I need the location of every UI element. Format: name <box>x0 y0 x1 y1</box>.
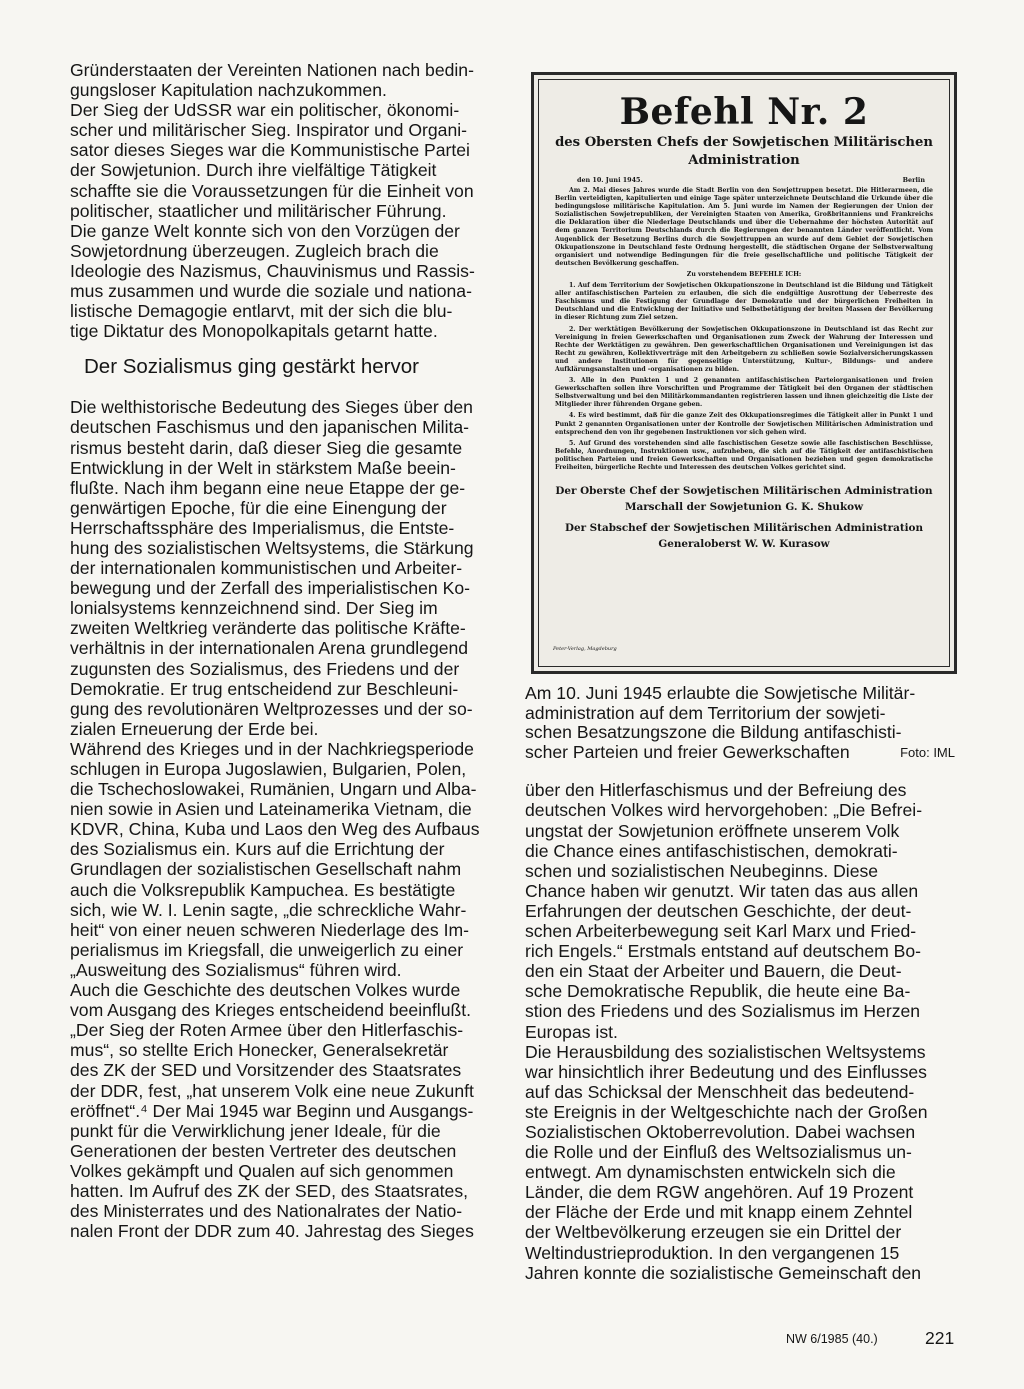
text-line: rismus besteht darin, daß dieser Sieg die gesamte <box>70 437 463 458</box>
text-line: Gründerstaaten der Vereinten Nationen nach bedin- <box>70 60 474 80</box>
text-line: Grundlagen der sozialistischen Gesellschaft nahm <box>70 859 462 880</box>
text-line: genwärtigen Epoche, für die eine Einengung der <box>70 497 447 518</box>
text-line: zweiten Weltkrieg veränderte das politische Kräfte- <box>70 618 466 639</box>
text-line: bewegung und der Zerfall des imperialistischen Ko- <box>70 578 470 599</box>
text-line: Demokratie. Er trug entscheidend zur Beschleuni- <box>70 678 459 699</box>
text-line: Generationen der besten Vertreter des deutschen <box>70 1140 457 1161</box>
text-line: KDVR, China, Kuba und Laos den Weg des Aufbaus <box>70 819 480 840</box>
text-line: der internationalen kommunistischen und Arbeiter- <box>70 558 463 579</box>
text-line: des ZK der SED und Vorsitzender des Staatsrates <box>70 1060 462 1081</box>
poster-title: Befehl Nr. 2 <box>619 91 869 133</box>
text-line: war hinsichtlich ihrer Bedeutung und des Einflusses <box>525 1061 927 1082</box>
text-line: „Ausweitung des Sozialismus“ führen wird. <box>70 959 402 980</box>
text-line: der Fläche der Erde und mit knapp einem Zehntel <box>525 1202 913 1223</box>
text-line: Ideologie des Nazismus, Chauvinismus und Rassis- <box>70 260 475 281</box>
issue-info: NW 6/1985 (40.) <box>786 1332 878 1346</box>
poster-printer: Peter-Verlag, Magdeburg <box>553 646 617 652</box>
poster-subtitle-line-2: Administration <box>688 153 800 168</box>
text-line: zialen Erneuerung der Erde bei. <box>70 718 319 739</box>
text-line: des Sozialismus ein. Kurs auf die Errichtung der <box>70 839 445 860</box>
text-line: Entwicklung in der Welt in stärkstem Maße beein- <box>70 457 456 478</box>
text-line: hatten. Im Aufruf des ZK der SED, des Staatsrates, <box>70 1180 469 1201</box>
text-line: Länder, die dem RGW angehören. Auf 19 Prozent <box>525 1182 914 1203</box>
poster-signatures <box>549 484 939 552</box>
text-line: Erfahrungen der deutschen Geschichte, der deut- <box>525 900 912 921</box>
text-line: Europas ist. <box>525 1021 618 1042</box>
text-line: stion des Friedens und des Sozialismus im Herzen <box>525 1001 921 1022</box>
text-line: mus“, so stellte Erich Honecker, Generalsekretär <box>70 1040 449 1061</box>
poster-point-1: 1. Auf dem Territorium der Sowjetischen Okkupationszone in Deutschland ist die Bildung und Tätigkeit aller antifaschistischen Parteien zu erlauben, die sich die endgültige Ausrottung der Ueberreste des Faschismus und die Festigung der Grundlage der Demokratie und der bürgerlichen Freiheiten in Deutschland und die Entwicklung der Initiative und Selbstbetätigung der breiten Massen der Bevölkerung in dieser Richtung zum Ziel setzen. <box>555 282 933 322</box>
poster-sign-1-name: Marschall der Sowjetunion G. K. Shukow <box>624 500 864 513</box>
paragraph-right <box>525 780 955 1282</box>
text-line: schen und sozialistischen Neubeginns. Diese <box>525 860 879 881</box>
text-line: gung des revolutionären Weltprozesses und der so- <box>70 698 473 719</box>
caption-line: schen Besatzungszone die Bildung antifaschisti- <box>525 722 902 743</box>
text-line: scher und militärischer Sieg. Inspirator und Organi- <box>70 120 468 141</box>
text-line: nien sowie in Asien und Lateinamerika Vietnam, die <box>70 799 472 820</box>
text-line: Die Herausbildung des sozialistischen Weltsystems <box>525 1041 926 1062</box>
text-line: perialismus im Kriegsfall, die unweigerlich zu einer <box>70 939 464 960</box>
text-line: Jahren konnte die sozialistische Gemeinschaft den <box>525 1262 922 1283</box>
text-line: Die ganze Welt konnte sich von den Vorzügen der <box>70 220 460 241</box>
text-line: sche Demokratische Republik, die heute eine Ba- <box>525 981 911 1002</box>
text-line: Die welthistorische Bedeutung des Sieges über den <box>70 397 473 418</box>
poster-sign-2-name: Generaloberst W. W. Kurasow <box>658 537 830 550</box>
poster-frame <box>538 79 950 667</box>
text-line: Auch die Geschichte des deutschen Volkes wurde <box>70 980 461 1001</box>
poster-sign-2-title: Der Stabschef der Sowjetischen Militärischen Administration <box>564 522 924 535</box>
text-line: punkt für die Verwirklichung jener Ideale, für die <box>70 1120 441 1141</box>
text-line: die Chance eines antifaschistischen, demokrati- <box>525 840 898 861</box>
text-line: hung des sozialistischen Weltsystems, die Stärkung <box>70 537 474 558</box>
text-line: sich, wie W. I. Lenin sagte, „die schreckliche Wahr- <box>70 899 467 920</box>
text-line: Sowjetordnung überzeugen. Zugleich brach die <box>70 240 439 261</box>
text-line: listische Demagogie entlarvt, mit der sich die blu- <box>70 301 453 322</box>
text-line: der DDR, fest, „hat unserem Volk eine neue Zukunft <box>70 1080 474 1101</box>
text-line: flußte. Nach ihm begann eine neue Etappe der ge- <box>70 477 466 498</box>
text-line: gungsloser Kapitulation nachzukommen. <box>70 80 387 101</box>
poster-body <box>555 187 933 472</box>
poster-intro: Am 2. Mai dieses Jahres wurde die Stadt Berlin von den Sowjettruppen besetzt. Die Hitlerarmeen, die Berlin verteidigten, kapitulierten und einige Tage später unterzeichnete Deutschland die Urkunde über die bedingungslose militärische Kapitulation. Am 5. Juni wurde im Namen der Regierungen der Union der Sozialistischen Sowjetrepubliken, der Vereinigten Staaten von Amerika, Großbritanniens und Frankreichs die Deklaration über die Niederlage Deutschlands und über die Uebernahme der höchsten Autorität auf dem ganzen Territorium Deutschlands durch die Regierungen der benannten Länder veröffentlicht. Vom Augenblick der Besetzung Berlins durch die Sowjettruppen an wurde auf dem Gebiet der Sowjetischen Okkupationszone in Deutschland feste Ordnung hergestellt, die städtischen Organe der Selbstverwaltung organisiert und notwendige Bedingungen für die freie gesellschaftliche und politische Tätigkeit der deutschen Bevölkerung geschaffen. <box>555 187 933 267</box>
poster-point-3: 3. Alle in den Punkten 1 und 2 genannten antifaschistischen Parteiorganisationen und freien Gewerkschaften sollen ihre Vorschriften und Programme der Tätigkeit bei den Organen der städtischen Selbstverwaltung und bei den Militärkommandanten registrieren lassen und ihnen gleichzeitig die Liste der Mitglieder ihrer führenden Organe geben. <box>555 377 933 409</box>
text-line: deutschen Faschismus und den japanischen Milita- <box>70 417 470 438</box>
text-line: Weltindustrieproduktion. In den vergangenen 15 <box>525 1242 900 1263</box>
text-line: deutschen Volkes wird hervorgehoben: „Die Befrei- <box>525 800 923 821</box>
text-line: verhältnis in der internationalen Arena grundlegend <box>70 638 469 659</box>
text-line: zugunsten des Sozialismus, des Friedens und der <box>70 658 460 679</box>
photo-credit: Foto: IML <box>900 744 955 760</box>
text-line: die Tschechoslowakei, Rumänien, Ungarn und Alba- <box>70 779 477 800</box>
text-line: rich Engels.“ Erstmals entstand auf deutschem Bo- <box>525 941 922 962</box>
text-line: Während des Krieges und in der Nachkriegsperiode <box>70 738 474 759</box>
text-line: sator dieses Sieges war die Kommunistische Partei <box>70 140 470 161</box>
text-line: eröffnet“.⁴ Der Mai 1945 war Beginn und Ausgangs- <box>70 1100 474 1121</box>
text-line: politischer, staatlicher und militärischer Führung. <box>70 200 447 221</box>
left-column <box>70 60 498 1241</box>
right-column <box>525 60 955 1283</box>
text-line: „Der Sieg der Roten Armee über den Hitlerfaschis- <box>70 1020 464 1041</box>
text-line: schen Arbeiterbewegung seit Karl Marx und Fried- <box>525 921 917 942</box>
text-line: nalen Front der DDR zum 40. Jahrestag des Sieges <box>70 1221 474 1242</box>
text-line: ungstat der Sowjetunion eröffnete unserem Volk <box>525 820 900 841</box>
text-line: ste Ereignis in der Weltgeschichte nach der Großen <box>525 1101 928 1122</box>
text-line: Chance haben wir genutzt. Wir taten das aus allen <box>525 880 919 901</box>
page-number: 221 <box>925 1328 955 1348</box>
text-line: vom Ausgang des Krieges entscheidend beeinflußt. <box>70 1000 472 1021</box>
poster-point-4: 4. Es wird bestimmt, daß für die ganze Zeit des Okkupationsregimes die Tätigkeit aller in Punkt 1 und Punkt 2 genannten Organisationen unter der Kontrolle der Sowjetischen Militärischen Administration und entsprechend den von ihr gegebenen Instruktionen vor sich gehen wird. <box>555 412 933 436</box>
text-line: über den Hitlerfaschismus und der Befreiung des <box>525 780 907 801</box>
caption-line: administration auf dem Territorium der sowjeti- <box>525 702 886 723</box>
text-line: auch die Volksrepublik Kampuchea. Es bestätigte <box>70 879 456 900</box>
text-line: den ein Staat der Arbeiter und Bauern, die Deut- <box>525 961 902 982</box>
text-line: lonialsystems kennzeichnend sind. Der Sieg im <box>70 598 438 619</box>
paragraph-intro <box>70 60 498 341</box>
caption-line: Am 10. Juni 1945 erlaubte die Sowjetische Militär- <box>525 683 916 703</box>
poster-subtitle-line-1: des Obersten Chefs der Sowjetischen Militärischen <box>555 135 933 150</box>
paragraph-main <box>70 397 498 1241</box>
text-line: auf das Schicksal der Menschheit das bedeutend- <box>525 1081 915 1102</box>
poster-caption <box>525 684 955 762</box>
text-line: entwegt. Am dynamischsten entwickeln sich die <box>525 1162 896 1183</box>
text-line: tige Diktatur des Monopolkapitals getarnt hatte. <box>70 321 438 342</box>
caption-line: scher Parteien und freier Gewerkschaften Foto: IML <box>525 741 955 762</box>
poster-subtitle <box>549 134 939 170</box>
poster-date: den 10. Juni 1945. <box>577 176 643 184</box>
section-heading: Der Sozialismus ging gestärkt hervor <box>84 355 419 379</box>
text-line: schlugen in Europa Jugoslawien, Bulgarien, Polen, <box>70 759 467 779</box>
poster-point-5: 5. Auf Grund des vorstehenden sind alle faschistischen Gesetze sowie alle faschistischen Beschlüsse, Befehle, Anordnungen, Instruktionen usw., aufzuheben, die sich auf die Tätigkeit der antifaschistischen politischen Parteien und freien Gewerkschaften und Organisationen beziehen und gegen demokratische Freiheiten, bürgerliche Rechte und Interessen des deutschen Volkes gerichtet sind. <box>555 439 933 471</box>
text-line: Volkes gekämpft und Qualen auf sich genommen <box>70 1160 454 1181</box>
text-line: Herrschaftssphäre des Imperialismus, die Entste- <box>70 517 455 538</box>
poster-image <box>531 72 957 674</box>
text-line: Der Sieg der UdSSR war ein politischer, ökonomi- <box>70 100 460 121</box>
text-line: des Ministerrates und des Nationalrates der Natio- <box>70 1201 463 1222</box>
text-line: heit“ von einer neuen schweren Niederlage des Im- <box>70 919 470 940</box>
poster-place: Berlin <box>902 176 925 184</box>
poster-befehle: Zu vorstehendem BEFEHLE ICH: <box>686 270 802 278</box>
text-line: der Sowjetunion. Durch ihre vielfältige Tätigkeit <box>70 160 437 181</box>
poster-sign-1-title: Der Oberste Chef der Sowjetischen Militärischen Administration <box>555 485 933 498</box>
poster-dateline <box>549 176 939 184</box>
text-line: Sozialistischen Oktoberrevolution. Dabei wachsen <box>525 1121 916 1142</box>
text-line: der Weltbevölkerung erzeugen sie ein Drittel der <box>525 1222 902 1243</box>
text-line: mus zusammen und wurde die soziale und nationa- <box>70 281 472 302</box>
poster-point-2: 2. Der werktätigen Bevölkerung der Sowjetischen Okkupationszone in Deutschland ist das Recht zur Vereinigung in freien Gewerkschaften und Organisationen zum Zweck der Wahrung der Interessen und Rechte der Werktätigen zu gewähren. Den gewerkschaftlichen Organisationen und Vereinigungen ist das Recht zu gewähren, Kollektivverträge mit den Arbeitgebern zu schließen sowie Sozialversicherungskassen und andere Institutionen für gegenseitige Unterstützung, Kultur-, Bildungs- und andere Aufklärungsanstalten und -organisationen zu bilden. <box>555 325 933 373</box>
text-line: die Rolle und der Einfluß des Weltsozialismus un- <box>525 1142 912 1163</box>
text-line: schaffte sie die Voraussetzungen für die Einheit von <box>70 180 474 201</box>
